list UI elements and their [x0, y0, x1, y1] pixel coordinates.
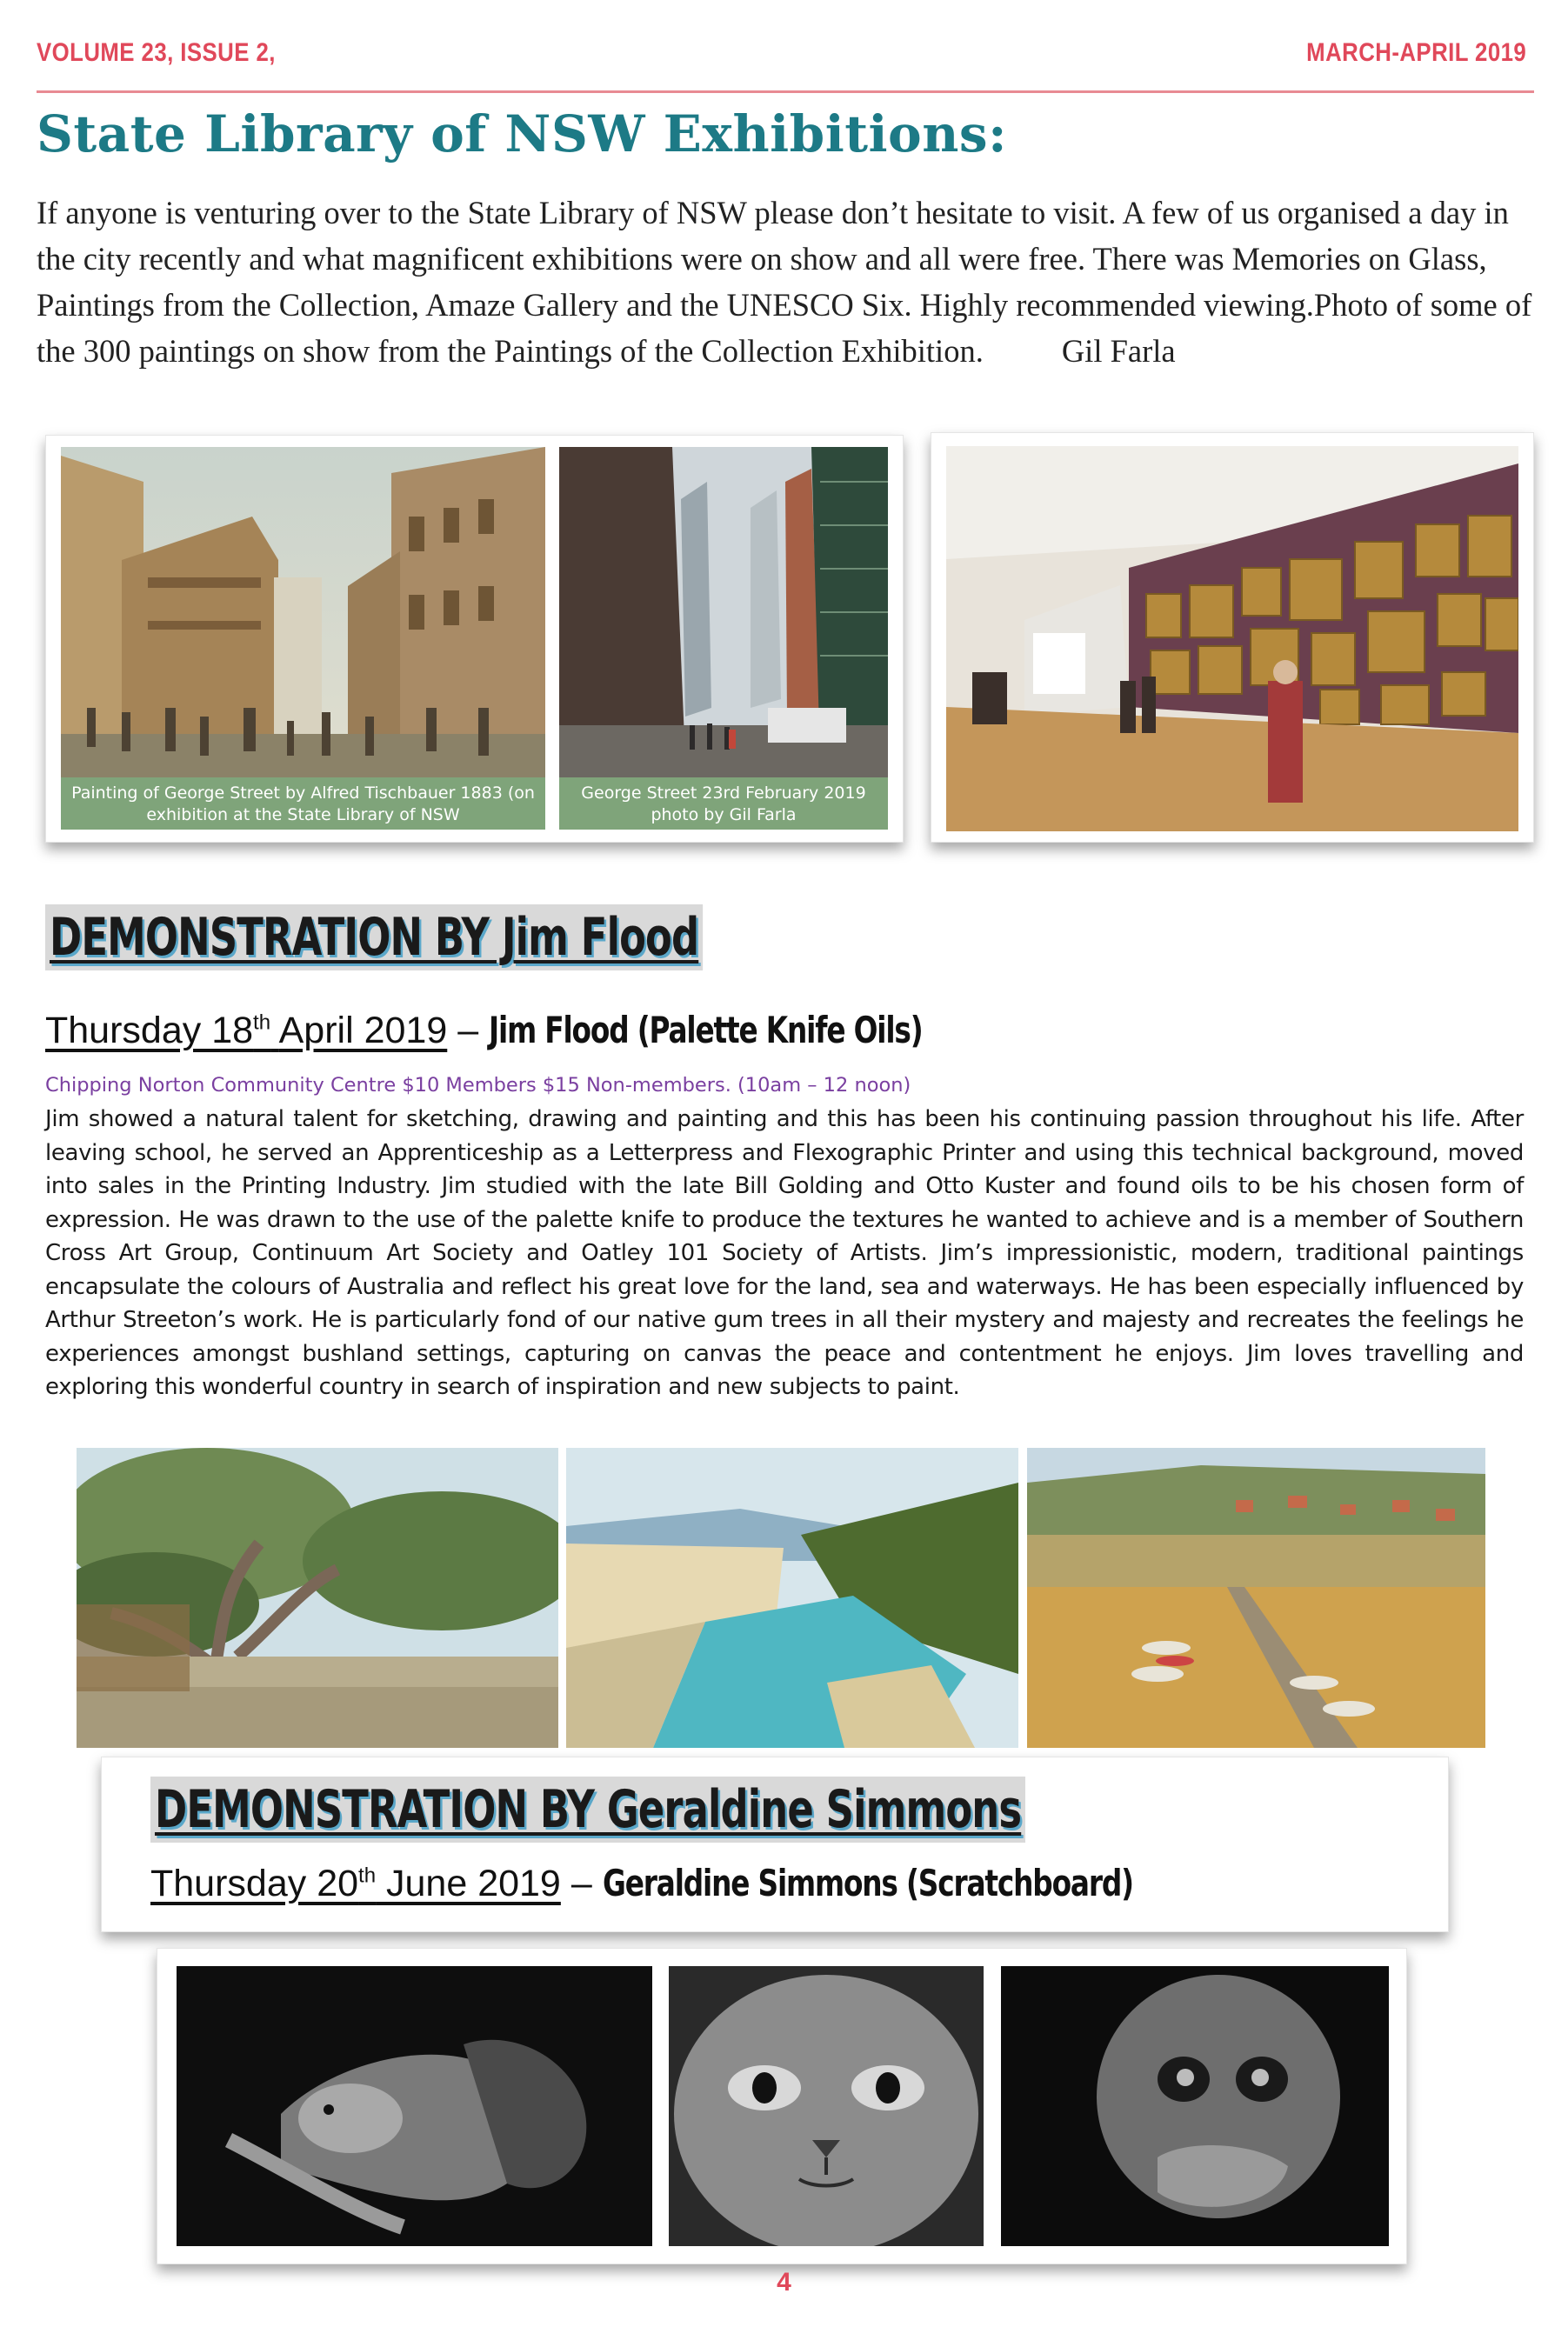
demo2-date-suffix: June 2019	[386, 1863, 561, 1904]
gallery-photo-frame	[931, 432, 1534, 843]
demo2-date-line	[150, 1862, 1283, 1905]
demo1-dash: –	[457, 1010, 479, 1051]
demo1-date	[45, 1010, 447, 1051]
street-photo-caption: George Street 23rd February 2019 photo by Gil Farla	[559, 777, 888, 830]
demo1-heading: DEMONSTRATION BY Jim Flood	[45, 904, 703, 970]
gum-tree-painting-image	[77, 1448, 558, 1748]
lion-scratchboard-image	[177, 1966, 652, 2246]
demo2-heading: DEMONSTRATION BY Geraldine Simmons	[150, 1777, 1025, 1843]
volume-label: VOLUME 23, ISSUE 2,	[37, 38, 276, 67]
demo1-bio: Jim showed a natural talent for sketching, drawing and painting and this has been his continuing passion throughout his life. After leaving school, he served an Apprenticeship as a Letterpress and Flexographic Printer and using this technical background, moved into sales in the Printing Industry. Jim studied with the late Bill Golding and Otto Kuster and found oils to be his chosen form of expression. He was drawn to the use of the palette knife to produce the textures he wanted to achieve and is a member of Southern Cross Art Group, Continuum Art Society and Oatley 101 Society of Artists. Jim’s impressionistic, modern, traditional paintings encapsulate the colours of Australia and reflect his great love for the land, sea and waterways. He has been especially influenced by Arthur Streeton’s work. He is particularly fond of our native gum trees in all their mystery and majesty and recreates the feelings he experiences amongst bushland settings, capturing on canvas the peace and contentment he enjoys. Jim loves travelling and exploring this wonderful country in search of inspiration and new subjects to paint.	[45, 1106, 1524, 1400]
george-street-2019-image	[559, 447, 888, 830]
demo2-date-sup: th	[358, 1864, 377, 1888]
issue-date: MARCH-APRIL 2019	[1306, 38, 1526, 67]
demo1-date-prefix: Thursday 18	[45, 1010, 254, 1051]
intro-signature: Gil Farla	[1061, 333, 1176, 369]
exhibitions-intro	[37, 190, 1532, 374]
demo2-heading-box	[101, 1757, 1449, 1932]
demo2-dash: –	[570, 1863, 592, 1904]
demo1-venue: Chipping Norton Community Centre $10 Members $15 Non-members. (10am – 12 noon)	[45, 1074, 911, 1097]
demo1-date-suffix: April 2019	[278, 1010, 448, 1051]
demo2-date-prefix: Thursday 20	[150, 1863, 359, 1904]
george-street-photo-frame	[45, 435, 904, 843]
harbour-jetty-painting-image	[1027, 1448, 1485, 1748]
tischbauer-painting-image	[61, 447, 545, 830]
monkey-scratchboard-image	[1001, 1966, 1389, 2246]
exhibitions-title: State Library of NSW Exhibitions:	[37, 104, 1007, 163]
jim-flood-paintings	[77, 1448, 1485, 1748]
demo1-date-line	[45, 1009, 1044, 1052]
cat-scratchboard-image	[669, 1966, 984, 2246]
scratchboard-frame	[157, 1948, 1407, 2264]
page-number: 4	[777, 2268, 791, 2297]
painting-caption: Painting of George Street by Alfred Tischbauer 1883 (on exhibition at the State Library of NSW	[61, 777, 545, 830]
demo2-artist-name: Geraldine Simmons (Scratchboard)	[602, 1862, 1133, 1904]
gallery-interior-image	[946, 446, 1518, 831]
intro-text: If anyone is venturing over to the State Library of NSW please don’t hesitate to visit. A few of us organised a day in the city recently and what magnificent exhibitions were on show and all were free. There was Memories on Glass, Paintings from the Collection, Amaze Gallery and the UNESCO Six. Highly recommended viewing.Photo of some of the 300 paintings on show from the Paintings of the Collection Exhibition.	[37, 195, 1532, 369]
demo1-date-sup: th	[253, 1010, 271, 1035]
demo2-date	[150, 1863, 561, 1904]
demo1-artist-name: Jim Flood (Palette Knife Oils)	[489, 1009, 923, 1051]
beach-inlet-painting-image	[566, 1448, 1018, 1748]
header-rule	[37, 90, 1534, 93]
